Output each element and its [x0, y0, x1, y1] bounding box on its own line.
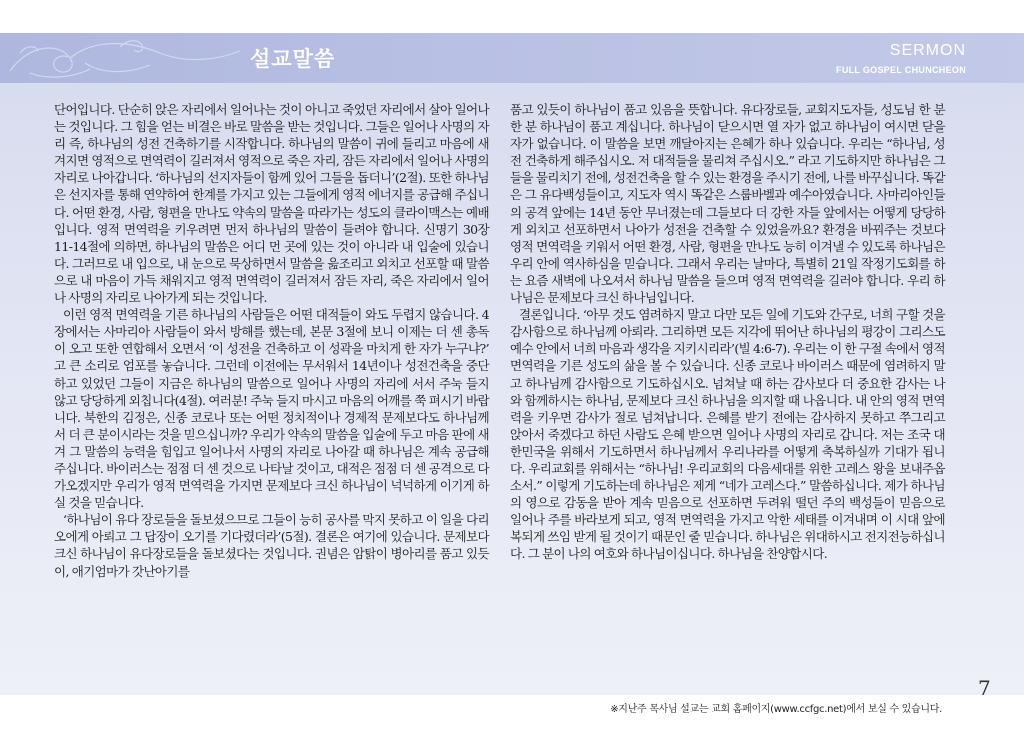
top-margin: [0, 0, 1024, 33]
section-header: [0, 33, 1024, 83]
paragraph: 단어입니다. 단순히 앉은 자리에서 일어나는 것이 아니고 죽었던 자리에서 살아 일어나는 것입니다. 그 힘을 얻는 비결은 바로 말씀을 받는 것입니다. 그들은 일어나 사명의 자리 즉, 하나님의 성전 건축하기를 시작합니다. 하나님의 말씀이 귀에 들리고 마음에 새겨지면 영적으로 면역력이 길러져서 영적으로 죽은 자리, 잠든 자리에서 일어나 사명의 자리로 나아갑니다. ‘하나님의 선지자들이 함께 있어 그들을 돕더니’(2절). 또한 하나님은 선지자를 통해 연약하여 한계를 가지고 있는 그들에게 영적 에너지를 공급해 주십니다. 어떤 환경, 사람, 형편을 만나도 약속의 말씀을 따라가는 성도의 클라이맥스는 예배입니다. 영적 면역력을 키우려면 먼저 하나님의 말씀이 들려야 합니다. 신명기 30장 11-14절에 의하면, 하나님의 말씀은 어디 먼 곳에 있는 것이 아니라 내 입술에 있습니다. 그러므로 내 입으로, 내 눈으로 묵상하면서 말씀을 읊조리고 외치고 선포할 때 말씀으로 내 마음이 가득 채워지고 영적 면역력이 길러져서 잠든 자리, 죽은 자리에서 일어나 사명의 자리로 나아가게 되는 것입니다.: [54, 102, 489, 306]
page-number: 7: [978, 676, 991, 700]
section-title: 설교말씀: [250, 47, 336, 71]
ornament-flourish-icon: [0, 33, 260, 83]
sermon-label: SERMON: [889, 42, 966, 59]
header-label-group: [836, 42, 966, 75]
paragraph: 결론입니다. ‘아무 것도 염려하지 말고 다만 모든 일에 기도와 간구로, 너희 구할 것을 감사함으로 하나님께 아뢰라. 그리하면 모든 지각에 뛰어난 하나님의 평강이 그리스도 예수 안에서 너희 마음과 생각을 지키시리라’(빌 4:6-7). 우리는 이 한 구절 속에서 영적 면역력을 기른 성도의 삶을 볼 수 있습니다. 신종 코로나 바이러스 때문에 염려하지 말고 하나님께 감사함으로 기도하십시오. 넘쳐날 때 하는 감사보다 더 중요한 감사는 나와 함께하시는 하나님, 문제보다 크신 하나님을 의지할 때 나옵니다. 내 안의 영적 면역력을 키우면 감사가 절로 넘쳐납니다. 은혜를 받기 전에는 감사하지 못하고 쭈그리고 앉아서 죽겠다고 하던 사람도 은혜 받으면 일어나 사명의 자리로 갑니다. 저는 조국 대한민국을 위해서 기도하면서 하나님께서 우리나라를 어떻게 축복하실까 기대가 됩니다. 우리교회를 위해서는 “하나님! 우리교회의 다음세대를 위한 고레스 왕을 보내주옵소서.” 이렇게 기도하는데 하나님은 제게 “네가 고레스다.” 말씀하십니다. 제가 하나님의 영으로 감동을 받아 계속 믿음으로 선포하면 두려워 떨던 주의 백성들이 믿음으로 일어나 주를 바라보게 되고, 영적 면역력을 가지고 악한 세태를 이겨내며 이 시대 앞에 복되게 쓰임 받게 될 것이기 때문인 줄 믿습니다. 하나님은 위대하시고 전지전능하십니다. 그 분이 나의 여호와 하나님이십니다. 하나님을 찬양합시다.: [510, 307, 945, 562]
paragraph: 이런 영적 면역력을 기른 하나님의 사람들은 어떤 대적들이 와도 두렵지 않습니다. 4장에서는 사마리아 사람들이 와서 방해를 했는데, 본문 3절에 보니 이제는 더 센 총독이 오고 또한 연합해서 오면서 ‘이 성전을 건축하고 이 성곽을 마치게 한 자가 누구냐?’ 고 큰 소리로 엄포를 놓습니다. 그런데 이전에는 무서워서 14년이나 성전건축을 중단하고 있었던 그들이 지금은 하나님의 말씀으로 일어나 사명의 자리에 서서 주눅 들지 않고 당당하게 외칩니다(4절). 여러분! 주눅 들지 마시고 마음의 어깨를 쭉 펴시기 바랍니다. 북한의 김정은, 신종 코로나 또는 어떤 정치적이나 경제적 문제보다도 하나님께서 더 큰 분이시라는 것을 믿으십니까? 우리가 약속의 말씀을 입술에 두고 마음 판에 새겨 그 말씀의 능력을 힘입고 일어나서 사명의 자리로 나아갈 때 하나님은 계속 공급해주십니다. 바이러스는 점점 더 센 것으로 나타날 것이고, 대적은 점점 더 센 공격으로 다가오겠지만 우리가 영적 면역력을 가지면 문제보다 크신 하나님이 넉넉하게 이기게 하실 것을 믿습니다.: [54, 307, 489, 511]
left-column: [54, 101, 489, 580]
church-name: FULL GOSPEL CHUNCHEON: [836, 65, 966, 75]
paragraph: ‘하나님이 유다 장로들을 돌보셨으므로 그들이 능히 공사를 막지 못하고 이 일을 다리오에게 아뢰고 그 답장이 오기를 기다렸더라’(5절). 결론은 여기에 있습니다. 문제보다 크신 하나님이 유다장로들을 돌보셨다는 것입니다. 권념은 암탉이 병아리를 품고 있듯이, 애기엄마가 갓난아기를: [54, 512, 489, 579]
footer-note: ※지난주 목사님 설교는 교회 홈페이지(www.ccfgc.net)에서 보실 수 있습니다.: [610, 704, 942, 715]
paragraph: 품고 있듯이 하나님이 품고 있음을 뜻합니다. 유다장로들, 교회지도자들, 성도님 한 분 한 분 하나님이 품고 계십니다. 하나님이 닫으시면 열 자가 없고 하나님이 여시면 닫을 자가 없습니다. 이 말씀을 보면 깨달아지는 은혜가 하나 있습니다. 우리는 “하나님, 성전 건축하게 해주십시오. 저 대적들을 물리쳐 주십시오.” 라고 기도하지만 하나님은 그들을 물리치기 전에, 성전건축을 할 수 있는 환경을 주시기 전에, 나를 바꾸십니다. 똑같은 그 유다백성들이고, 지도자 역시 똑같은 스룹바벨과 예수아였습니다. 사마리아인들의 공격 앞에는 14년 동안 무너졌는데 그들보다 더 강한 자들 앞에서는 어떻게 당당하게 외치고 선포하면서 나아가 성전을 건축할 수 있었을까요? 환경을 바꿔주는 것보다 영적 면역력을 키워서 어떤 환경, 사람, 형편을 만나도 능히 이겨낼 수 있도록 하나님은 우리 안에 역사하심을 믿습니다. 그래서 우리는 날마다, 특별히 21일 작정기도회를 하는 요즘 새벽에 나오셔서 하나님 말씀을 들으며 영적 면역력을 길러야 합니다. 우리 하나님은 문제보다 크신 하나님입니다.: [510, 102, 945, 306]
right-column: [510, 101, 945, 563]
